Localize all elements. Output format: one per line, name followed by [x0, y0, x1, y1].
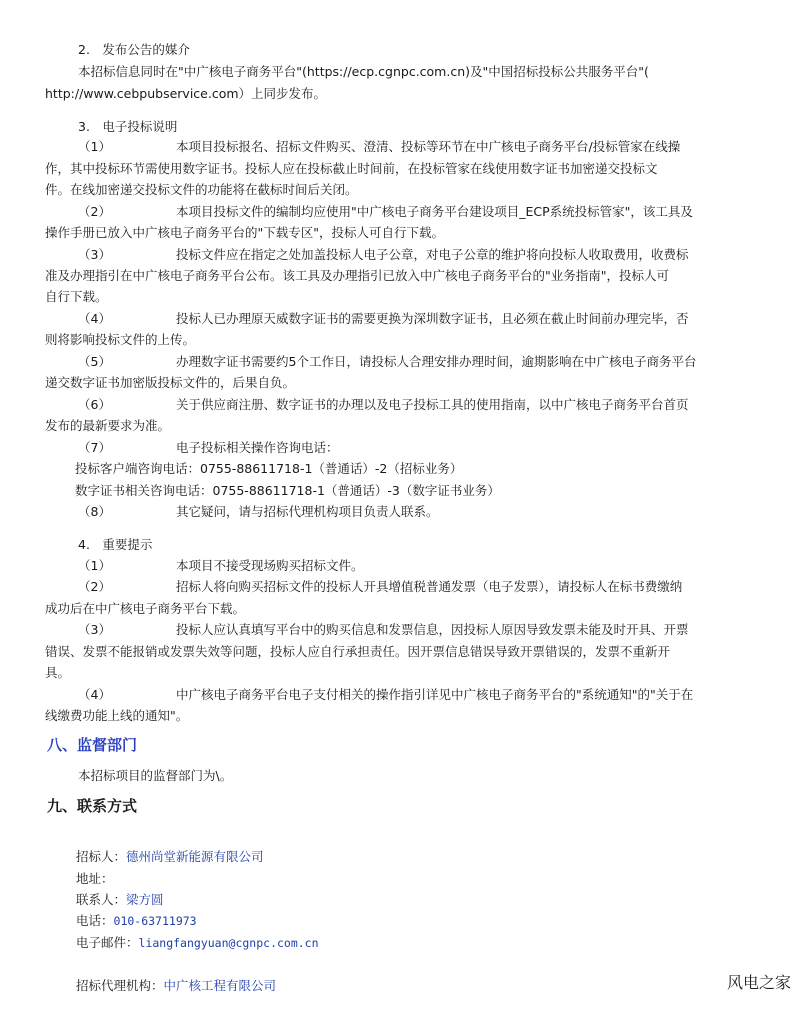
item-number: （1）: [78, 139, 111, 154]
tenderer-link[interactable]: 德州尚堂新能源有限公司: [126, 849, 264, 864]
item-text: 中广核电子商务平台电子支付相关的操作指引详见中广核电子商务平台的"系统通知"的"关于在: [176, 687, 694, 702]
agency-row: [76, 975, 773, 996]
agency-label: 招标代理机构：: [76, 978, 164, 993]
tenderer-row: [76, 846, 773, 867]
agency-link[interactable]: 中广核工程有限公司: [163, 978, 277, 993]
list-item: [78, 244, 773, 265]
section-4-heading: 4. 重要提示: [78, 537, 153, 552]
list-item: [78, 619, 773, 640]
item-text: 关于供应商注册、数字证书的办理以及电子投标工具的使用指南，以中广核电子商务平台首页: [176, 397, 689, 412]
item-text: 线缴费功能上线的通知"。: [45, 708, 189, 723]
item-number: （4）: [78, 311, 111, 326]
item-text: 具。: [45, 665, 71, 680]
item-text: 投标客户端咨询电话：0755-88611718-1（普通话）-2（招标业务）: [75, 461, 463, 476]
item-number: （2）: [78, 579, 111, 594]
section-2-heading: 2. 发布公告的媒介: [78, 42, 190, 57]
item-text: 本项目投标报名、招标文件购买、澄清、投标等环节在中广核电子商务平台/投标管家在线操: [176, 139, 681, 154]
list-item: [78, 437, 773, 458]
item-text: 则将影响投标文件的上传。: [45, 332, 196, 347]
address-label: 地址：: [76, 871, 114, 886]
item-text: 作，其中投标环节需使用数字证书。投标人应在投标截止时间前，在投标管家在线使用数字证书加密递交投标文: [45, 161, 658, 176]
section-3-heading: 3. 电子投标说明: [78, 119, 178, 134]
item-number: （5）: [78, 354, 111, 369]
phone-label: 电话：: [76, 913, 114, 928]
item-text: 成功后在中广核电子商务平台下载。: [45, 601, 246, 616]
item-text: 准及办理指引在中广核电子商务平台公布。该工具及办理指引已放入中广核电子商务平台的"业务指南"，投标人可: [45, 268, 670, 283]
item-number: （2）: [78, 204, 111, 219]
phone-link[interactable]: 010-63711973: [113, 914, 197, 928]
list-item: [78, 501, 773, 522]
contact-row: [76, 889, 773, 910]
contact-link[interactable]: 梁方圆: [126, 892, 164, 907]
list-item: [78, 684, 773, 705]
email-link[interactable]: liangfangyuan@cgnpc.com.cn: [138, 936, 319, 950]
item-text: 操作手册已放入中广核电子商务平台的"下载专区"，投标人可自行下载。: [45, 225, 445, 240]
item-number: （3）: [78, 247, 111, 262]
watermark: 风电之家: [726, 973, 791, 992]
item-text: 错误、发票不能报销或发票失效等问题，投标人应自行承担责任。因开票信息错误导致开票错误的，发票不重新开: [45, 644, 671, 659]
email-label: 电子邮件：: [76, 935, 139, 950]
item-text: 其它疑问，请与招标代理机构项目负责人联系。: [176, 504, 439, 519]
item-number: （7）: [78, 440, 111, 455]
item-text: 电子投标相关操作咨询电话：: [176, 440, 339, 455]
item-number: （6）: [78, 397, 111, 412]
list-item: [78, 201, 773, 222]
list-item: [78, 308, 773, 329]
list-item: [78, 576, 773, 597]
supervision-text: 本招标项目的监督部门为\。: [78, 768, 233, 783]
address-row: [76, 868, 773, 889]
item-number: （4）: [78, 687, 111, 702]
item-text: 投标文件应在指定之处加盖投标人电子公章，对电子公章的维护将向投标人收取费用，收费标: [176, 247, 689, 262]
item-number: （3）: [78, 622, 111, 637]
item-number: （8）: [78, 504, 111, 519]
email-row: [76, 932, 773, 954]
list-item: [78, 394, 773, 415]
item-text: 招标人将向购买招标文件的投标人开具增值税普通发票（电子发票），请投标人在标书费缴纳: [176, 579, 683, 594]
item-text: 发布的最新要求为准。: [45, 418, 171, 433]
phone-row: [76, 910, 773, 932]
list-item: [78, 555, 773, 576]
contact-label: 联系人：: [76, 892, 127, 907]
item-text: 自行下载。: [45, 289, 108, 304]
section-8-heading: 八、监督部门: [47, 736, 138, 754]
item-text: 办理数字证书需要约5个工作日，请投标人合理安排办理时间，逾期影响在中广核电子商务平台: [176, 354, 697, 369]
item-text: 本项目投标文件的编制均应使用"中广核电子商务平台建设项目_ECP系统投标管家"，该工具及: [176, 204, 693, 219]
section-2-text-line-1: 本招标信息同时在"中广核电子商务平台"(https://ecp.cgnpc.com.cn)及"中国招标投标公共服务平台"(: [78, 64, 649, 79]
item-number: （1）: [78, 558, 111, 573]
list-item: [78, 136, 773, 157]
section-2-text-line-2: http://www.cebpubservice.com）上同步发布。: [45, 86, 327, 101]
item-text: 递交数字证书加密版投标文件的，后果自负。: [45, 375, 296, 390]
item-text: 投标人已办理原天威数字证书的需要更换为深圳数字证书，且必须在截止时间前办理完毕，否: [176, 311, 689, 326]
section-9-heading: 九、联系方式: [47, 797, 138, 815]
item-text: 投标人应认真填写平台中的购买信息和发票信息，因投标人原因导致发票未能及时开具、开票: [176, 622, 689, 637]
tenderer-label: 招标人：: [76, 849, 127, 864]
item-text: 件。在线加密递交投标文件的功能将在截标时间后关闭。: [45, 182, 358, 197]
item-text: 本项目不接受现场购买招标文件。: [176, 558, 364, 573]
item-text: 数字证书相关咨询电话：0755-88611718-1（普通话）-3（数字证书业务）: [75, 483, 500, 498]
list-item: [78, 351, 773, 372]
